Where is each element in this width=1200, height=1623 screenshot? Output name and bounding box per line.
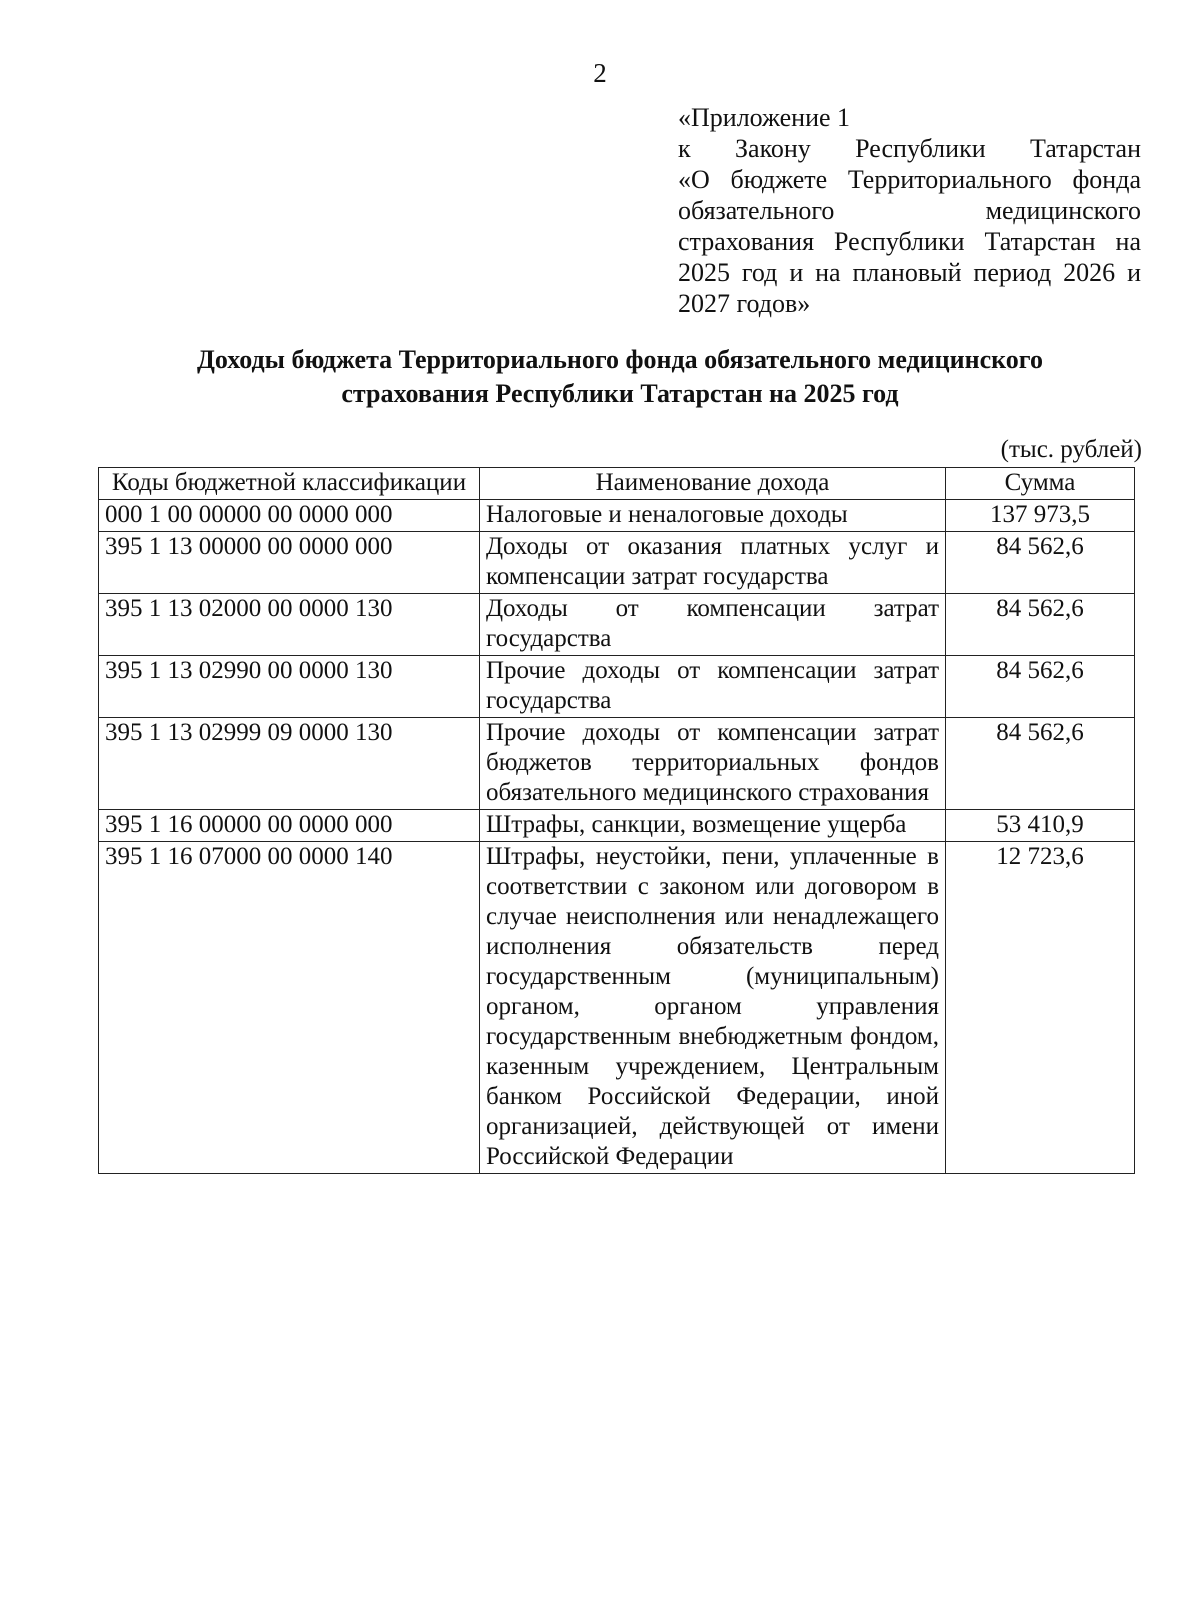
appendix-line: обязательного медицинского (678, 196, 1141, 225)
row-sum: 12 723,6 (946, 842, 1135, 1174)
row-name: Доходы от оказания платных услуг и компенсации затрат государства (480, 532, 946, 594)
row-name: Штрафы, санкции, возмещение ущерба (480, 810, 946, 842)
row-code: 395 1 13 02000 00 0000 130 (99, 594, 480, 656)
title-line: Доходы бюджета Территориального фонда обязательного медицинского (197, 345, 1043, 374)
row-name: Налоговые и неналоговые доходы (480, 500, 946, 532)
row-sum: 84 562,6 (946, 532, 1135, 594)
row-name: Штрафы, неустойки, пени, уплаченные в соответствии с законом или договором в случае неисполнения или ненадлежащего исполнения обязательств перед государственным (муниципальным) органом, органом управления государственным внебюджетным фондом, казенным учреждением, Центральным банком Российской Федерации, иной организацией, действующей от имени Российской Федерации (480, 842, 946, 1174)
units-label: (тыс. рублей) (1000, 436, 1142, 463)
row-code: 395 1 13 02999 09 0000 130 (99, 718, 480, 810)
page-number: 2 (593, 58, 607, 88)
row-code: 395 1 13 00000 00 0000 000 (99, 532, 480, 594)
appendix-line: «Приложение 1 (678, 103, 851, 132)
appendix-line: 2025 год и на плановый период 2026 и (678, 258, 1141, 287)
row-name: Доходы от компенсации затрат государства (480, 594, 946, 656)
table-row (99, 810, 1135, 842)
row-code: 395 1 13 02990 00 0000 130 (99, 656, 480, 718)
header-sum: Сумма (946, 468, 1135, 500)
row-code: 395 1 16 07000 00 0000 140 (99, 842, 480, 1174)
row-code: 000 1 00 00000 00 0000 000 (99, 500, 480, 532)
row-sum: 84 562,6 (946, 656, 1135, 718)
document-title (100, 343, 1140, 411)
row-name: Прочие доходы от компенсации затрат бюджетов территориальных фондов обязательного медицинского страхования (480, 718, 946, 810)
row-sum: 53 410,9 (946, 810, 1135, 842)
appendix-line: страхования Республики Татарстан на (678, 227, 1141, 256)
table-row (99, 718, 1135, 810)
appendix-line: к Закону Республики Татарстан (678, 134, 1141, 163)
table-row (99, 532, 1135, 594)
row-code: 395 1 16 00000 00 0000 000 (99, 810, 480, 842)
appendix-header (678, 102, 1141, 319)
appendix-line: «О бюджете Территориального фонда (678, 165, 1141, 194)
table-row (99, 500, 1135, 532)
table-header-row (99, 468, 1135, 500)
row-sum: 84 562,6 (946, 594, 1135, 656)
row-sum: 84 562,6 (946, 718, 1135, 810)
appendix-line: 2027 годов» (678, 289, 811, 318)
header-name: Наименование дохода (480, 468, 946, 500)
row-name: Прочие доходы от компенсации затрат государства (480, 656, 946, 718)
header-code: Коды бюджетной классификации (99, 468, 480, 500)
income-table (98, 467, 1135, 1174)
title-line: страхования Республики Татарстан на 2025 год (341, 379, 899, 408)
table-row (99, 594, 1135, 656)
row-sum: 137 973,5 (946, 500, 1135, 532)
table-row (99, 842, 1135, 1174)
table-row (99, 656, 1135, 718)
